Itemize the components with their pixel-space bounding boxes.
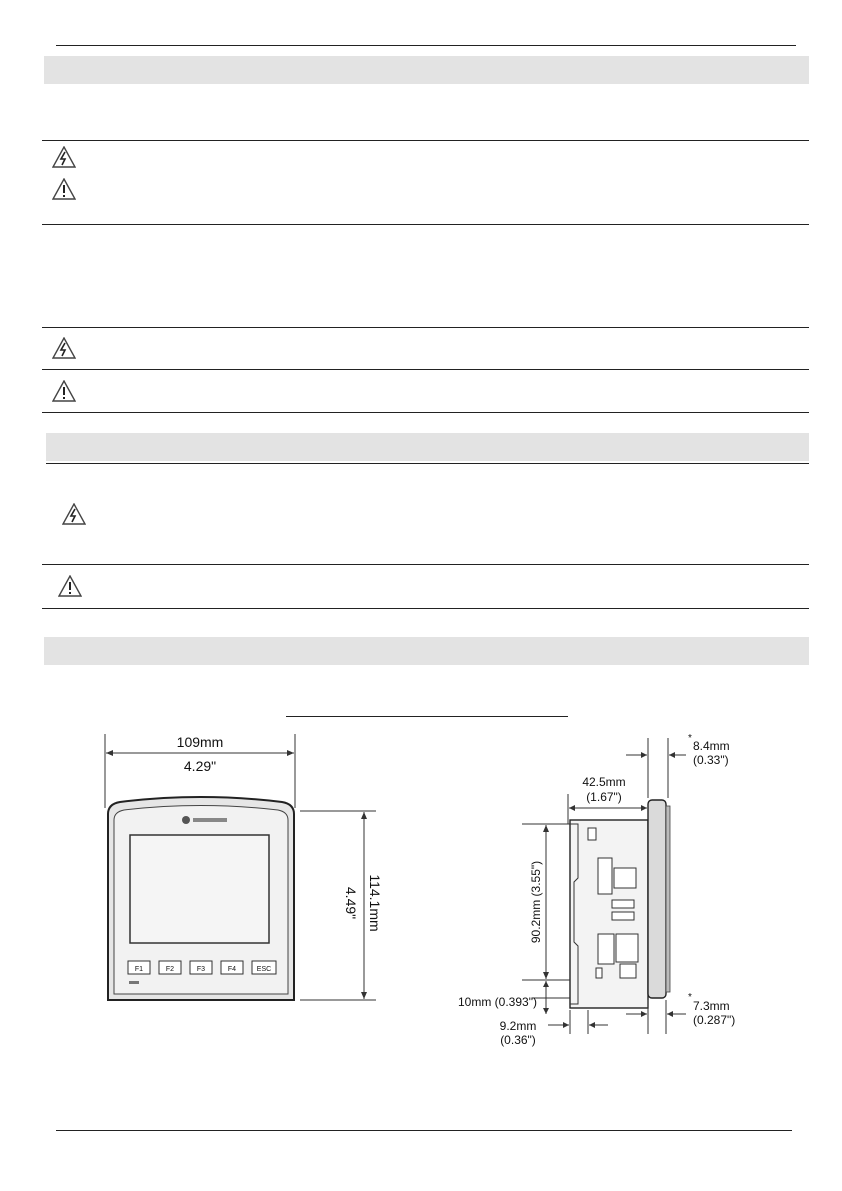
table-rule (42, 369, 809, 370)
table-rule (42, 224, 809, 225)
side-rail-offset-mm: 9.2mm (499, 1019, 537, 1033)
key-f1-label: F1 (134, 966, 144, 973)
header-rule (56, 45, 796, 46)
side-panel-gap-in: (0.287") (693, 1013, 736, 1027)
side-depth-in: (1.67") (586, 790, 622, 804)
caution-warning-icon (52, 380, 76, 402)
section-header-band-1 (44, 56, 809, 84)
figure-title-underline (286, 716, 568, 717)
table-rule (42, 608, 809, 609)
key-f2-label: F2 (165, 966, 175, 973)
side-bezel-in: (0.33") (693, 753, 729, 767)
side-mount-height: 90.2mm (3.55") (529, 860, 543, 944)
electric-shock-warning-icon (52, 337, 76, 359)
front-width-in: 4.29" (183, 758, 217, 774)
key-f4-label: F4 (227, 966, 237, 973)
side-rail-offset-in: (0.36") (500, 1033, 536, 1047)
front-height-in: 4.49" (343, 886, 359, 920)
table-rule (42, 327, 809, 328)
front-view-dimension-drawing (92, 728, 392, 1018)
side-panel-gap-mm: 7.3mm (693, 999, 730, 1013)
table-rule (42, 140, 809, 141)
table-rule (42, 564, 809, 565)
side-view-dimension-drawing (452, 728, 762, 1058)
brand-logo-icon (182, 816, 190, 824)
caution-warning-icon (58, 575, 82, 597)
key-f3-label: F3 (196, 966, 206, 973)
caution-warning-icon (52, 178, 76, 200)
table-rule (46, 463, 809, 464)
svg-text:*: * (688, 733, 692, 744)
side-bezel-mm: 8.4mm (693, 739, 730, 753)
front-height-mm: 114.1mm (367, 874, 383, 932)
front-width-mm: 109mm (176, 734, 224, 750)
electric-shock-warning-icon (62, 503, 86, 525)
section-header-band-2 (46, 433, 809, 461)
side-depth-mm: 42.5mm (582, 775, 626, 789)
device-screen (130, 835, 269, 943)
svg-text:*: * (688, 992, 692, 1003)
electric-shock-warning-icon (52, 146, 76, 168)
section-header-band-3 (44, 637, 809, 665)
key-esc-label: ESC (256, 966, 272, 973)
front-bezel (648, 800, 666, 998)
footer-rule (56, 1130, 792, 1131)
side-bottom-offset: 10mm (0.393") (458, 995, 537, 1009)
function-keys (128, 961, 276, 974)
table-rule (42, 412, 809, 413)
